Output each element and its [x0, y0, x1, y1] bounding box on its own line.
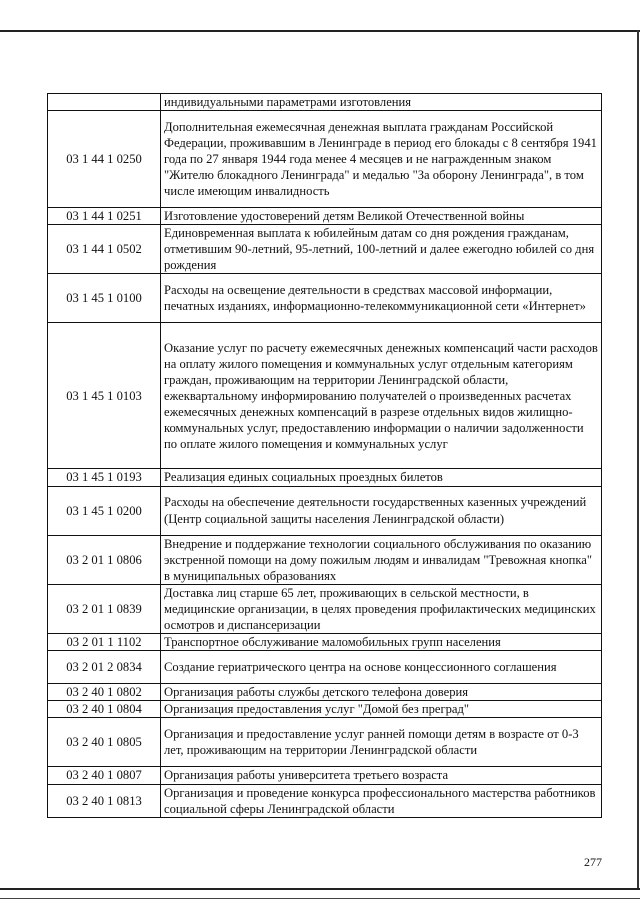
- description-cell: Дополнительная ежемесячная денежная выплата гражданам Российской Федерации, проживавшим в Ленинграде в период его блокады с 8 сентября 1941 года по 27 января 1944 года менее 4 месяцев и не награжденным знаком "Жителю блокадного Ленинграда" и медалью "За оборону Ленинграда", в том числе имеющим инвалидность: [161, 111, 602, 208]
- table-row: [48, 111, 602, 208]
- table-row: [48, 701, 602, 718]
- code-cell: 03 2 40 1 0807: [48, 767, 161, 784]
- table-row: [48, 718, 602, 767]
- code-cell: 03 2 01 2 0834: [48, 651, 161, 684]
- description-cell: Внедрение и поддержание технологии социального обслуживания по оказанию экстренной помощи на дому пожилым людям и инвалидам "Тревожная кнопка" в муниципальных образованиях: [161, 535, 602, 584]
- code-cell: 03 2 40 1 0805: [48, 718, 161, 767]
- table-row: [48, 584, 602, 633]
- description-cell: индивидуальными параметрами изготовления: [161, 94, 602, 111]
- description-cell: Организация и проведение конкурса профессионального мастерства работников социальной сферы Ленинградской области: [161, 784, 602, 817]
- code-cell: 03 1 45 1 0103: [48, 323, 161, 469]
- code-cell: 03 1 44 1 0251: [48, 208, 161, 225]
- code-cell: 03 2 01 1 1102: [48, 634, 161, 651]
- description-cell: Организация работы университета третьего возраста: [161, 767, 602, 784]
- code-cell: 03 1 44 1 0250: [48, 111, 161, 208]
- table-row: [48, 486, 602, 535]
- description-cell: Расходы на освещение деятельности в средствах массовой информации, печатных изданиях, информационно-телекоммуникационной сети «Интернет»: [161, 274, 602, 323]
- code-cell: 03 2 40 1 0813: [48, 784, 161, 817]
- description-cell: Организация предоставления услуг "Домой без преград": [161, 701, 602, 718]
- scan-right-border: [637, 30, 639, 890]
- description-cell: Создание гериатрического центра на основе концессионного соглашения: [161, 651, 602, 684]
- code-cell: 03 2 01 1 0806: [48, 535, 161, 584]
- table-row: [48, 651, 602, 684]
- budget-codes-table: [47, 93, 602, 818]
- description-cell: Доставка лиц старше 65 лет, проживающих в сельской местности, в медицинские организации, в целях проведения профилактических медицинских осмотров и диспансеризации: [161, 584, 602, 633]
- scan-bottom-edge: [0, 898, 640, 899]
- table-row: [48, 784, 602, 817]
- code-cell: 03 2 40 1 0804: [48, 701, 161, 718]
- table-row: [48, 94, 602, 111]
- table-row: [48, 535, 602, 584]
- code-cell: 03 1 45 1 0100: [48, 274, 161, 323]
- page-number: 277: [584, 855, 602, 869]
- description-cell: Реализация единых социальных проездных билетов: [161, 469, 602, 486]
- description-cell: Организация и предоставление услуг ранней помощи детям в возрасте от 0-3 лет, проживающим на территории Ленинградской области: [161, 718, 602, 767]
- table-row: [48, 634, 602, 651]
- code-cell: 03 2 01 1 0839: [48, 584, 161, 633]
- table-row: [48, 767, 602, 784]
- table-row: [48, 684, 602, 701]
- code-cell: 03 2 40 1 0802: [48, 684, 161, 701]
- table-row: [48, 469, 602, 486]
- code-cell: 03 1 45 1 0200: [48, 486, 161, 535]
- scan-bottom-border: [0, 888, 640, 890]
- description-cell: Оказание услуг по расчету ежемесячных денежных компенсаций части расходов на оплату жилого помещения и коммунальных услуг отдельным категориям граждан, проживающим на территории Ленинградской области, ежеквартальному информированию получателей о произведенных расчетах ежемесячных денежных компенсаций в разрезе отдельных видов жилищно-коммунальных услуг, предоставлению информации о наличии задолженности по оплате жилого помещения и коммунальных услуг: [161, 323, 602, 469]
- description-cell: Изготовление удостоверений детям Великой Отечественной войны: [161, 208, 602, 225]
- table-row: [48, 225, 602, 274]
- table-row: [48, 274, 602, 323]
- code-cell: [48, 94, 161, 111]
- code-cell: 03 1 45 1 0193: [48, 469, 161, 486]
- code-cell: 03 1 44 1 0502: [48, 225, 161, 274]
- description-cell: Расходы на обеспечение деятельности государственных казенных учреждений (Центр социальной защиты населения Ленинградской области): [161, 486, 602, 535]
- table-row: [48, 323, 602, 469]
- table-row: [48, 208, 602, 225]
- description-cell: Организация работы службы детского телефона доверия: [161, 684, 602, 701]
- scan-top-border: [0, 30, 640, 32]
- description-cell: Единовременная выплата к юбилейным датам со дня рождения гражданам, отметившим 90-летний, 95-летний, 100-летний и далее ежегодно юбилей со дня рождения: [161, 225, 602, 274]
- description-cell: Транспортное обслуживание маломобильных групп населения: [161, 634, 602, 651]
